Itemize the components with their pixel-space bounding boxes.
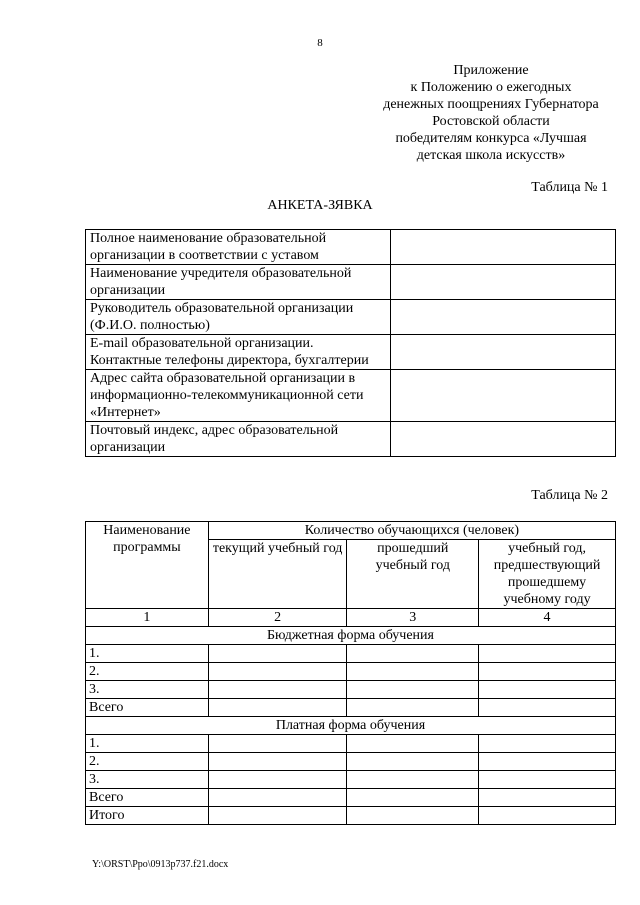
row-label: Адрес сайта образовательной организации в информационно-телекоммуникационной сети «Интернет» — [86, 370, 391, 422]
table-cell[interactable] — [479, 753, 616, 771]
table-cell[interactable] — [208, 645, 347, 663]
table-row — [86, 789, 616, 807]
section-paid: Платная форма обучения — [86, 717, 616, 735]
form-title: АНКЕТА-ЗЯВКА — [267, 198, 373, 213]
header-students-group: Количество обучающихся (человек) — [208, 522, 615, 540]
section-row — [86, 717, 616, 735]
table-cell[interactable] — [479, 681, 616, 699]
table-row — [86, 753, 616, 771]
header-before-previous-year: учебный год, предшествующий прошедшему учебному году — [479, 540, 616, 609]
table-cell[interactable] — [479, 807, 616, 825]
table-row — [86, 807, 616, 825]
appendix-line: детская школа искусств» — [416, 148, 566, 163]
row-label: Почтовый индекс, адрес образовательной организации — [86, 422, 391, 457]
application-form-table — [85, 229, 616, 457]
row-label: Руководитель образовательной организации (Ф.И.О. полностью) — [86, 300, 391, 335]
row-label: 1. — [86, 645, 209, 663]
appendix-block — [356, 62, 626, 164]
table-cell[interactable] — [347, 735, 479, 753]
table-row — [86, 699, 616, 717]
table-row — [86, 645, 616, 663]
row-label: Всего — [86, 789, 209, 807]
table-cell[interactable] — [208, 663, 347, 681]
appendix-line: к Положению о ежегодных — [410, 80, 572, 95]
table-row — [86, 663, 616, 681]
row-label: 2. — [86, 663, 209, 681]
appendix-line: денежных поощрениях Губернатора — [383, 97, 599, 112]
table-cell[interactable] — [208, 771, 347, 789]
footer-file-path: Y:\ORST\Ppo\0913p737.f21.docx — [92, 859, 229, 870]
row-value-field[interactable] — [391, 230, 616, 265]
header-previous-year: прошедший учебный год — [347, 540, 479, 609]
column-number-row — [86, 609, 616, 627]
row-label: 3. — [86, 681, 209, 699]
row-value-field[interactable] — [391, 300, 616, 335]
table-cell[interactable] — [347, 699, 479, 717]
table-row — [86, 735, 616, 753]
table-row — [86, 230, 616, 265]
row-value-field[interactable] — [391, 422, 616, 457]
column-number: 3 — [347, 609, 479, 627]
table-cell[interactable] — [208, 681, 347, 699]
column-number: 4 — [479, 609, 616, 627]
table-cell[interactable] — [347, 789, 479, 807]
students-count-table — [85, 521, 616, 825]
appendix-line: Приложение — [453, 63, 529, 78]
section-row — [86, 627, 616, 645]
table-cell[interactable] — [347, 771, 479, 789]
table2-caption: Таблица № 2 — [531, 488, 608, 503]
row-label: Всего — [86, 699, 209, 717]
table-cell[interactable] — [208, 735, 347, 753]
table-cell[interactable] — [479, 699, 616, 717]
table-row — [86, 422, 616, 457]
section-budget: Бюджетная форма обучения — [86, 627, 616, 645]
table-cell[interactable] — [347, 681, 479, 699]
table-row — [86, 335, 616, 370]
column-number: 2 — [208, 609, 347, 627]
row-label: Наименование учредителя образовательной организации — [86, 265, 391, 300]
appendix-line: Ростовской области — [432, 114, 550, 129]
table-row — [86, 771, 616, 789]
table-cell[interactable] — [479, 735, 616, 753]
table-cell[interactable] — [479, 663, 616, 681]
table-cell[interactable] — [347, 645, 479, 663]
header-program: Наименование программы — [86, 522, 209, 609]
table-row — [86, 265, 616, 300]
table-row — [86, 370, 616, 422]
row-label: 1. — [86, 735, 209, 753]
table-cell[interactable] — [347, 663, 479, 681]
table-row — [86, 300, 616, 335]
row-value-field[interactable] — [391, 335, 616, 370]
header-current-year: текущий учебный год — [208, 540, 347, 609]
table-cell[interactable] — [208, 789, 347, 807]
table-cell[interactable] — [479, 789, 616, 807]
row-label: 3. — [86, 771, 209, 789]
table1-caption: Таблица № 1 — [531, 180, 608, 195]
table-cell[interactable] — [479, 645, 616, 663]
row-label: E-mail образовательной организации. Контактные телефоны директора, бухгалтерии — [86, 335, 391, 370]
column-number: 1 — [86, 609, 209, 627]
row-label: 2. — [86, 753, 209, 771]
table-cell[interactable] — [208, 753, 347, 771]
appendix-line: победителям конкурса «Лучшая — [395, 131, 587, 146]
row-label: Итого — [86, 807, 209, 825]
table-cell[interactable] — [347, 753, 479, 771]
table-row — [86, 681, 616, 699]
table-cell[interactable] — [208, 699, 347, 717]
table-cell[interactable] — [208, 807, 347, 825]
page-number: 8 — [317, 37, 323, 49]
row-label: Полное наименование образовательной организации в соответствии с уставом — [86, 230, 391, 265]
row-value-field[interactable] — [391, 370, 616, 422]
table-cell[interactable] — [347, 807, 479, 825]
table-header-row — [86, 522, 616, 540]
row-value-field[interactable] — [391, 265, 616, 300]
table-cell[interactable] — [479, 771, 616, 789]
